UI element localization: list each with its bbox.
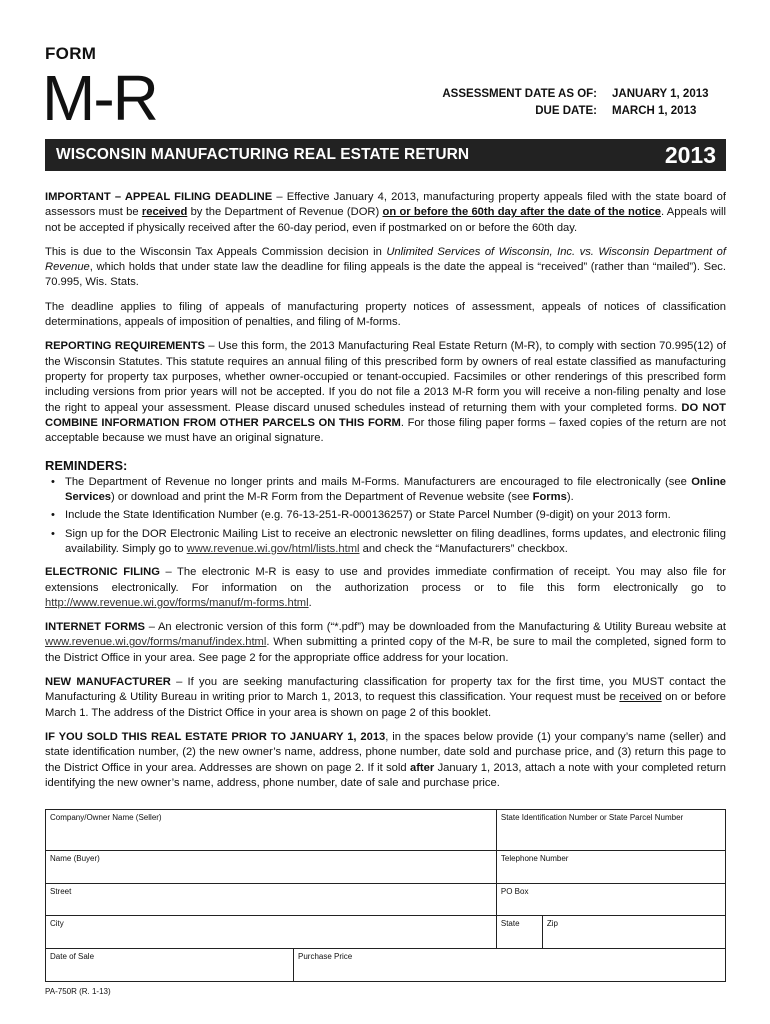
title-bar — [45, 139, 726, 171]
state-id-label: State Identification Number or State Parcel Number — [500, 813, 684, 822]
internet-text-1: – An electronic version of this form (“*.pdf”) may be downloaded from the Manufacturing & Utility Bureau website at — [145, 621, 726, 634]
reminder-1-text-2: ) or download and print the M-R Form from the Department of Revenue website (see — [111, 491, 533, 504]
reporting-paragraph — [45, 339, 726, 446]
street-label: Street — [50, 887, 72, 896]
buyer-name-field[interactable] — [46, 851, 497, 884]
form-title: WISCONSIN MANUFACTURING REAL ESTATE RETURN — [56, 146, 470, 163]
state-label: State — [500, 919, 520, 928]
buyer-name-label: Name (Buyer) — [50, 854, 100, 863]
after-emphasis: after — [409, 761, 435, 774]
commission-text-2: , which holds that under state law the deadline for filing appeals is the date the appeal is “received” (rather than “mailed”). Sec. 70.995, Wis. Stats. — [45, 261, 726, 289]
reminder-3-text-2: and check the “Manufacturers” checkbox. — [359, 542, 568, 555]
telephone-label: Telephone Number — [500, 854, 569, 863]
form-year: 2013 — [664, 141, 716, 168]
company-name-label: Company/Owner Name (Seller) — [50, 813, 162, 822]
mailing-list-link[interactable]: www.revenue.wi.gov/html/lists.html — [186, 542, 360, 555]
city-field[interactable] — [46, 916, 497, 949]
case-name: Unlimited Services of Wisconsin, Inc. vs. Wisconsin Department of Revenue — [45, 245, 726, 274]
received-emphasis: received — [141, 206, 188, 219]
reporting-text-1: – Use this form, the 2013 Manufacturing Real Estate Return (M-R), to comply with section 70.995(12) of the Wisconsin Statutes. This statute requires an annual filing of this prescribed form by owners of real estate classified as manufacturing property for property tax purposes, whether owner-occupied or tenant-occupied. Facsimiles or other renderings of this prescribed form including versions from prior years will not be accepted. If you do not file a 2013 M-R form you will receive a non-filing penalty and lose the right to appeal your assessment. Please discard unused schedules instead of returning them with your completed forms. — [45, 340, 726, 414]
electronic-filing-paragraph — [45, 565, 726, 611]
city-label: City — [50, 919, 64, 928]
street-field[interactable] — [46, 884, 497, 916]
date-block — [417, 86, 709, 120]
form-number: PA-750R (R. 1-13) — [45, 987, 111, 996]
manuf-index-link[interactable]: www.revenue.wi.gov/forms/manuf/index.html — [45, 636, 267, 649]
electronic-filing-lead: ELECTRONIC FILING — [45, 566, 160, 579]
sold-text-1: , in the spaces below provide (1) your company’s name (seller) and state identification number, (2) the new owner’s name, address, phone number, date sold and purchase price, and (3) return this page to the District Office in your area. Addresses are shown on page 2. If it sold — [45, 730, 726, 774]
form-label: FORM — [45, 44, 97, 63]
deadline-emphasis: on or before the 60th day after the date of the notice — [382, 206, 661, 219]
important-text-2: by the Department of Revenue (DOR) — [187, 206, 383, 219]
state-id-field[interactable] — [496, 810, 725, 851]
due-date-value: MARCH 1, 2013 — [612, 105, 697, 117]
sold-paragraph — [45, 730, 726, 791]
commission-text-1: This is due to the Wisconsin Tax Appeals Commission decision in — [45, 245, 387, 258]
zip-field[interactable] — [542, 916, 725, 949]
new-manufacturer-text-2: on or before March 1. The address of the District Office in your area is shown on page 2 of this booklet. — [45, 691, 726, 719]
instructions — [45, 190, 726, 800]
new-manufacturer-text-1: – If you are seeking manufacturing classification for property tax for the first time, you MUST contact the Manufacturing & Utility Bureau in writing prior to March 1, 2013, to request this classification. Your request must be — [45, 676, 726, 704]
purchase-price-label: Purchase Price — [298, 952, 353, 961]
important-paragraph — [45, 190, 726, 236]
po-box-field[interactable] — [496, 884, 725, 916]
deadline-applies-paragraph: The deadline applies to filing of appeals of manufacturing property notices of assessment, appeals of notices of classification determinations, appeals of imposition of penalties, and filing of M-forms. — [45, 300, 726, 329]
state-field[interactable] — [496, 916, 542, 949]
reminder-1-text-3: ). — [566, 491, 574, 504]
assessment-date-label: ASSESSMENT DATE AS OF: — [442, 88, 597, 100]
commission-paragraph — [45, 245, 726, 291]
po-box-label: PO Box — [500, 887, 529, 896]
telephone-field[interactable] — [496, 851, 725, 884]
date-of-sale-field[interactable] — [46, 949, 294, 982]
important-lead: IMPORTANT – APPEAL FILING DEADLINE — [45, 191, 273, 203]
list-item — [45, 475, 726, 506]
list-item — [45, 527, 726, 558]
seller-buyer-table — [45, 809, 726, 982]
reporting-lead: REPORTING REQUIREMENTS — [45, 340, 205, 353]
electronic-text-2: . — [308, 596, 312, 609]
m-forms-link[interactable]: http://www.revenue.wi.gov/forms/manuf/m-forms.html — [45, 596, 309, 609]
purchase-price-field[interactable] — [294, 949, 726, 982]
new-manufacturer-paragraph — [45, 675, 726, 721]
reporting-text-2: . For those filing paper forms – faxed copies of the return are not acceptable because we must have an original signature. — [45, 416, 726, 445]
internet-text-2: . When submitting a printed copy of the M-R, be sure to mail the completed, signed form to the District Office in your area. See page 2 for the appropriate office address for your location. — [45, 636, 726, 664]
due-date-label: DUE DATE: — [535, 105, 597, 117]
reminders-list — [45, 475, 726, 557]
sold-lead: IF YOU SOLD THIS REAL ESTATE PRIOR TO JANUARY 1, 2013 — [45, 730, 386, 743]
new-manufacturer-lead: NEW MANUFACTURER — [45, 676, 171, 689]
received-underline: received — [619, 691, 662, 704]
internet-forms-lead: INTERNET FORMS — [45, 621, 146, 634]
form-code: M-R — [42, 62, 157, 134]
date-of-sale-label: Date of Sale — [50, 952, 95, 961]
reminder-1-text: The Department of Revenue no longer prints and mails M-Forms. Manufacturers are encouraged to file electronically (see — [65, 475, 692, 488]
important-text-1: – Effective January 4, 2013, manufacturing property appeals filed with the state board of assessors must be — [45, 191, 726, 219]
assessment-date-value: JANUARY 1, 2013 — [612, 88, 709, 100]
internet-forms-paragraph — [45, 620, 726, 666]
forms-ref: Forms — [532, 491, 567, 504]
zip-label: Zip — [546, 919, 558, 928]
reminder-3-text: Sign up for the DOR Electronic Mailing List to receive an electronic newsletter on filing deadlines, forms updates, and electronic filing availability. Simply go to — [65, 527, 726, 555]
electronic-text-1: – The electronic M-R is easy to use and provides immediate confirmation of receipt. You may also file for extensions electronically. For information on the authorization process or to file this form electronically go to — [45, 566, 726, 594]
sold-text-2: January 1, 2013, attach a note with your completed return identifying the new owner’s name, address, phone number, date of sale and purchase price. — [45, 761, 726, 789]
important-text-3: . Appeals will not be accepted if physically received after the 60-day period, even if postmarked on or before the 60th day. — [45, 206, 727, 234]
company-name-field[interactable] — [46, 810, 497, 851]
reporting-warning: DO NOT COMBINE INFORMATION FROM OTHER PARCELS ON THIS FORM — [45, 401, 726, 429]
online-services-ref: Online Services — [65, 475, 726, 504]
reminders-heading: REMINDERS: — [45, 458, 128, 474]
list-item: • Include the State Identification Number (e.g. 76-13-251-R-000136257) or State Parcel Number (9-digit) on your 2013 form. — [45, 508, 726, 523]
